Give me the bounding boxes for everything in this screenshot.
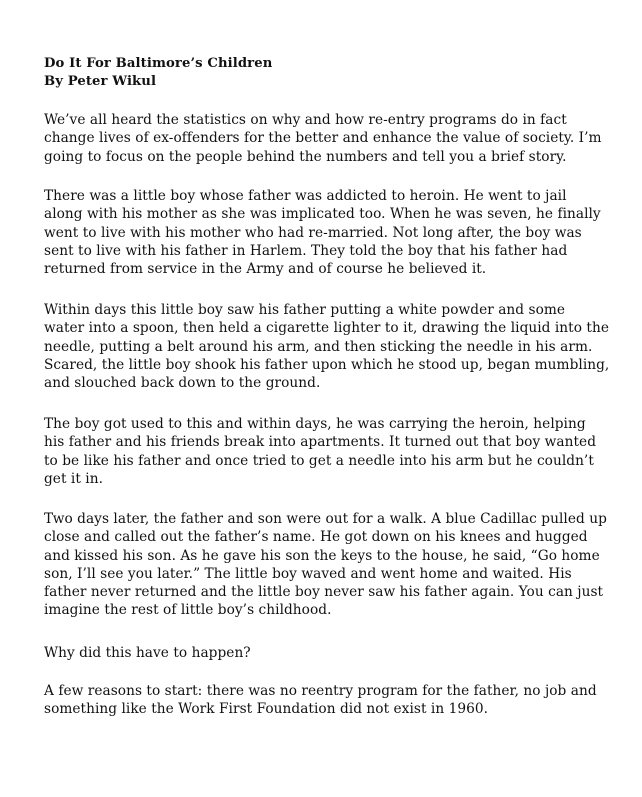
paragraph-line: to be like his father and once tried to get a needle into his arm but he couldn’t [44, 452, 594, 469]
paragraph-line: There was a little boy whose father was addicted to heroin. He went to jail [44, 188, 567, 204]
paragraph-line: father never returned and the little boy never saw his father again. You can just [44, 584, 604, 601]
paragraph-line: We’ve all heard the statistics on why and how re-entry programs do in fact [44, 112, 567, 128]
paragraph-line: something like the Work First Foundation did not exist in 1960. [44, 701, 489, 718]
paragraph-line: going to focus on the people behind the numbers and tell you a brief story. [44, 148, 567, 165]
paragraph-line: Two days later, the father and son were out for a walk. A blue Cadillac pulled up [44, 511, 607, 527]
paragraph-question [44, 644, 624, 662]
paragraph-intro [44, 111, 624, 166]
paragraph-boy-helping [44, 415, 624, 488]
paragraph-line: Why did this have to happen? [44, 645, 251, 661]
paragraph-line: his father and his friends break into apartments. It turned out that boy wanted [44, 434, 597, 451]
paragraph-line: along with his mother as she was implicated too. When he was seven, he finally [44, 206, 601, 223]
paragraph-line: returned from service in the Army and of course he believed it. [44, 261, 487, 278]
paragraph-line: The boy got used to this and within days, he was carrying the heroin, helping [44, 416, 586, 432]
paragraph-line: water into a spoon, then held a cigarette lighter to it, drawing the liquid into the [44, 320, 609, 337]
paragraph-line: close and called out the father’s name. He got down on his knees and hugged [44, 529, 588, 546]
paragraph-line: get it in. [44, 470, 103, 487]
document-header [44, 55, 604, 91]
paragraph-line: A few reasons to start: there was no reentry program for the father, no job and [44, 683, 597, 699]
paragraph-line: change lives of ex-offenders for the better and enhance the value of society. I’m [44, 130, 602, 147]
paragraph-line: needle, putting a belt around his arm, and then sticking the needle in his arm. [44, 338, 593, 355]
document-title: Do It For Baltimore’s Children [44, 56, 273, 71]
paragraph-heroin-scene [44, 301, 624, 392]
paragraph-line: and kissed his son. As he gave his son the keys to the house, he said, “Go home [44, 547, 600, 564]
paragraph-reasons [44, 682, 624, 719]
paragraph-line: son, I’ll see you later.” The little boy waved and went home and waited. His [44, 565, 572, 582]
paragraph-line: went to live with his mother who had re-married. Not long after, the boy was [44, 224, 582, 241]
paragraph-story-beginning [44, 187, 624, 278]
paragraph-line: and slouched back down to the ground. [44, 375, 321, 392]
paragraph-cadillac [44, 510, 624, 620]
paragraph-line: imagine the rest of little boy’s childhood. [44, 602, 332, 619]
paragraph-line: Within days this little boy saw his father putting a white powder and some [44, 302, 566, 318]
paragraph-line: sent to live with his father in Harlem. They told the boy that his father had [44, 242, 568, 259]
paragraph-line: Scared, the little boy shook his father upon which he stood up, began mumbling, [44, 356, 610, 373]
document-byline: By Peter Wikul [44, 74, 157, 89]
